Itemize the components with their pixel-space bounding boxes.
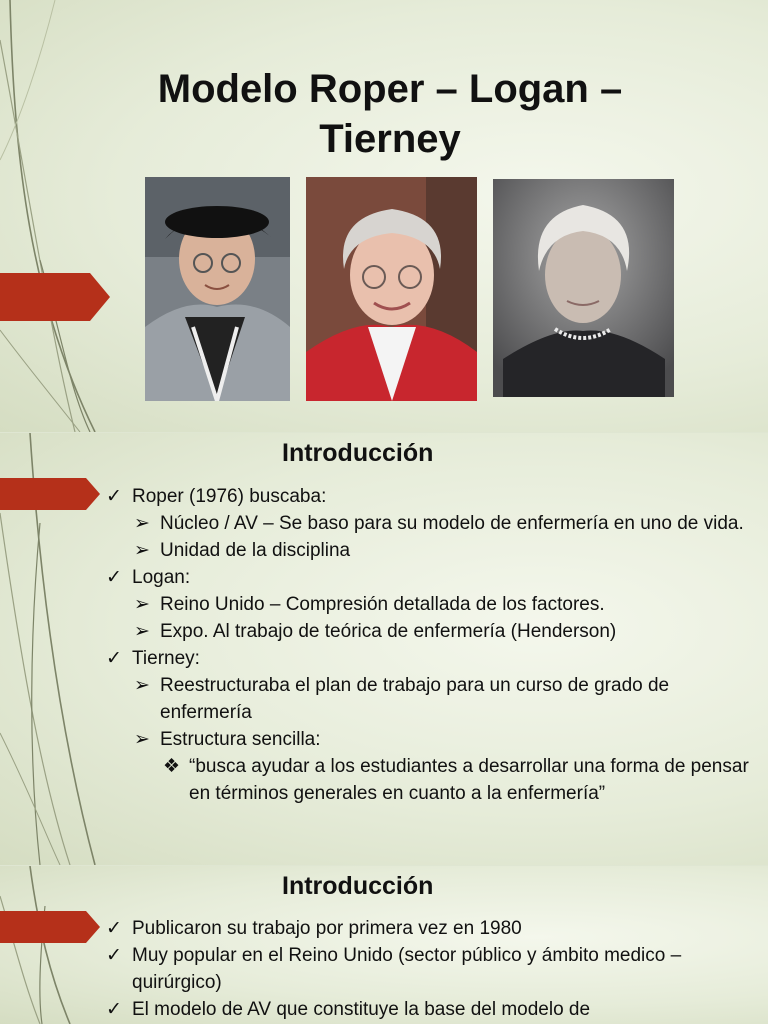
list-item: ✓ El modelo de AV que constituye la base del modelo de [106, 996, 756, 1023]
list-item: ➢ Unidad de la disciplina [106, 537, 756, 564]
accent-arrow [0, 911, 100, 943]
section-heading: Introducción [282, 872, 434, 900]
photo-logan [306, 177, 477, 401]
section-heading: Introducción [282, 439, 434, 467]
list-item: ❖ “busca ayudar a los estudiantes a desarrollar una forma de pensar en términos generales en cuanto a la enfermería” [106, 753, 756, 807]
list-item: ➢ Núcleo / AV – Se baso para su modelo de enfermería en uno de vida. [106, 510, 756, 537]
check-icon: ✓ [106, 999, 122, 1020]
decorative-lines [0, 866, 110, 1024]
photo-roper [145, 177, 290, 401]
check-icon: ✓ [106, 945, 122, 966]
check-icon: ✓ [106, 486, 122, 507]
list-item: ✓ Tierney: [106, 645, 756, 672]
diamond-icon: ❖ [163, 756, 181, 777]
check-icon: ✓ [106, 648, 122, 669]
bullet-list [106, 915, 756, 1023]
slide-title [0, 0, 768, 432]
list-item: ✓ Muy popular en el Reino Unido (sector público y ámbito medico – quirúrgico) [106, 942, 756, 996]
list-item: ✓ Roper (1976) buscaba: [106, 483, 756, 510]
check-icon: ✓ [106, 567, 122, 588]
list-item: ➢ Reestructuraba el plan de trabajo para un curso de grado de enfermería [106, 672, 756, 726]
slide-title-text: Modelo Roper – Logan – Tierney [157, 67, 623, 161]
list-item: ➢ Expo. Al trabajo de teórica de enfermería (Henderson) [106, 618, 756, 645]
slide-introduction-2 [0, 866, 768, 1024]
arrowhead-icon: ➢ [134, 513, 150, 534]
list-item: ➢ Estructura sencilla: [106, 726, 756, 753]
photo-tierney [493, 179, 674, 397]
list-item: ✓ Publicaron su trabajo por primera vez en 1980 [106, 915, 756, 942]
arrowhead-icon: ➢ [134, 540, 150, 561]
list-item: ✓ Logan: [106, 564, 756, 591]
list-item: ➢ Reino Unido – Compresión detallada de los factores. [106, 591, 756, 618]
arrowhead-icon: ➢ [134, 621, 150, 642]
slide-introduction-1 [0, 433, 768, 865]
arrowhead-icon: ➢ [134, 675, 150, 696]
accent-arrow [0, 478, 100, 510]
arrowhead-icon: ➢ [134, 729, 150, 750]
check-icon: ✓ [106, 918, 122, 939]
bullet-list [106, 483, 756, 807]
arrowhead-icon: ➢ [134, 594, 150, 615]
accent-arrow [0, 273, 110, 321]
